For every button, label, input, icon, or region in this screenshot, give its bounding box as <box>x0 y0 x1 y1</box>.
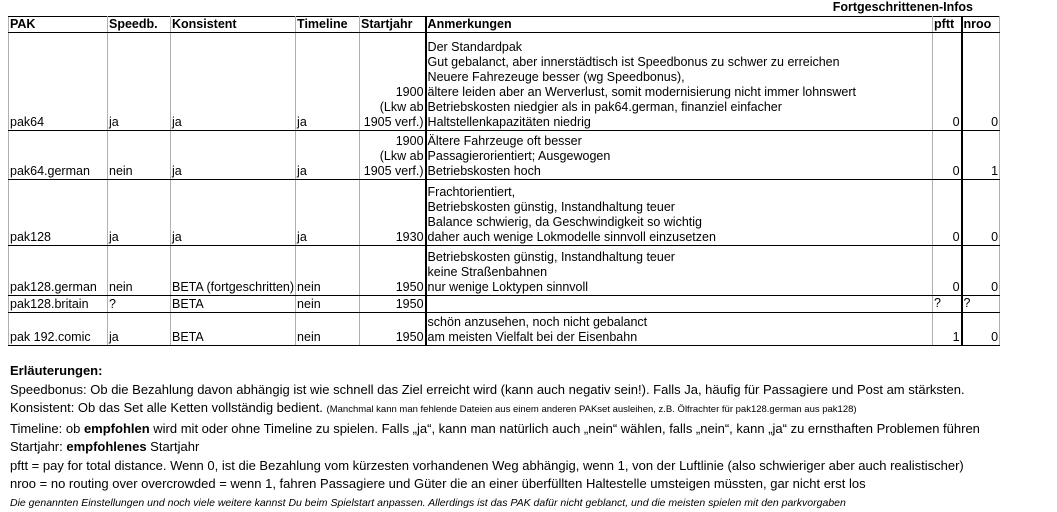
pak-comparison-table <box>8 16 1000 346</box>
explanation-speedbonus: Speedbonus: Ob die Bezahlung davon abhängig ist wie schnell das Ziel erreicht wird (kann auch negativ sein!). Falls Ja, häufig für Passagiere und Post am stärksten. <box>10 381 1055 400</box>
cell-speedb: nein <box>108 131 171 180</box>
cell-pak: pak128 <box>9 180 108 246</box>
cell-pak: pak 192.comic <box>9 313 108 346</box>
cell-pak: pak128.german <box>9 246 108 296</box>
cell-pftt: ? <box>933 296 962 313</box>
note-line: Passagierorientiert; Ausgewogen <box>428 149 932 164</box>
cell-pak: pak128.britain <box>9 296 108 313</box>
cell-timeline: nein <box>296 313 360 346</box>
timeline-text-post: wird mit oder ohne Timeline zu spielen. Falls „ja“, kann man natürlich auch „nein“ wählen, falls „nein“, kann „ja“ zu ernsthaften Problemen führen <box>150 421 980 436</box>
konsistent-note: (Manchmal kann man fehlende Dateien aus einem anderen PAKset ausleihen, z.B. Ölfrachter für pak128.german aus pak128) <box>327 404 857 415</box>
cell-anmerkungen <box>426 246 933 296</box>
note-line: daher auch wenige Lokmodelle sinnvoll einzusetzen <box>428 230 932 245</box>
note-line: schön anzusehen, noch nicht gebalanct <box>428 315 932 330</box>
col-timeline: Timeline <box>296 17 360 33</box>
startjahr-line: 1900 <box>361 85 424 100</box>
header-row <box>9 17 1000 33</box>
cell-startjahr <box>360 33 426 131</box>
col-pftt: pftt <box>933 17 962 33</box>
explanation-konsistent <box>10 399 1055 420</box>
cell-timeline: ja <box>296 180 360 246</box>
col-pak: PAK <box>9 17 108 33</box>
cell-konsistent: BETA <box>171 296 296 313</box>
advanced-info-header: Fortgeschrittenen-Infos <box>813 0 973 14</box>
col-anmerkungen: Anmerkungen <box>426 17 933 33</box>
cell-timeline: nein <box>296 296 360 313</box>
note-line: Haltstellenkapazitäten niedrig <box>428 115 932 130</box>
note-line: Ältere Fahrzeuge oft besser <box>428 134 932 149</box>
cell-startjahr <box>360 296 426 313</box>
note-line: Betriebskosten günstig, Instandhaltung teuer <box>428 200 932 215</box>
explanation-timeline <box>10 420 1055 439</box>
note-line: Frachtorientiert, <box>428 185 932 200</box>
explanation-pftt: pftt = pay for total distance. Wenn 0, ist die Bezahlung vom kürzesten vorhandenen Weg abhängig, wenn 1, von der Luftlinie (also schwieriger aber auch realistischer) <box>10 457 1055 476</box>
note-line: keine Straßenbahnen <box>428 265 932 280</box>
table-row <box>9 33 1000 131</box>
cell-pftt: 0 <box>933 33 962 131</box>
note-line: Der Standardpak <box>428 40 932 55</box>
startjahr-line: 1950 <box>361 280 424 295</box>
table-row <box>9 313 1000 346</box>
cell-pak: pak64 <box>9 33 108 131</box>
startjahr-line: 1950 <box>361 297 424 312</box>
cell-speedb: nein <box>108 246 171 296</box>
cell-speedb: ja <box>108 33 171 131</box>
cell-anmerkungen <box>426 180 933 246</box>
cell-timeline: nein <box>296 246 360 296</box>
col-konsistent: Konsistent <box>171 17 296 33</box>
cell-nroo: 1 <box>962 131 1000 180</box>
cell-speedb: ja <box>108 313 171 346</box>
startjahr-line: 1905 verf.) <box>361 164 424 179</box>
col-startjahr: Startjahr <box>360 17 426 33</box>
timeline-text-bold: empfohlen <box>84 421 150 436</box>
timeline-text-pre: Timeline: ob <box>10 421 84 436</box>
cell-startjahr <box>360 313 426 346</box>
konsistent-text: Konsistent: Ob das Set alle Ketten vollständig bedient. <box>10 400 323 415</box>
cell-speedb: ja <box>108 180 171 246</box>
table-row <box>9 180 1000 246</box>
explanation-startjahr <box>10 438 1055 457</box>
note-line: Betriebskosten günstig, Instandhaltung teuer <box>428 250 932 265</box>
cell-konsistent: BETA (fortgeschritten) <box>171 246 296 296</box>
cell-startjahr <box>360 246 426 296</box>
cell-timeline: ja <box>296 33 360 131</box>
startjahr-line: (Lkw ab <box>361 100 424 115</box>
cell-timeline: ja <box>296 131 360 180</box>
col-speedb: Speedb. <box>108 17 171 33</box>
explanation-nroo: nroo = no routing over overcrowded = wenn 1, fahren Passagiere und Güter die an einer überfüllten Haltestelle umsteigen müssten, gar nicht erst los <box>10 475 1055 494</box>
cell-pftt: 1 <box>933 313 962 346</box>
explanations <box>10 362 1055 512</box>
cell-anmerkungen <box>426 33 933 131</box>
cell-anmerkungen <box>426 131 933 180</box>
note-line: Balance schwierig, da Geschwindigkeit so wichtig <box>428 215 932 230</box>
cell-pak: pak64.german <box>9 131 108 180</box>
cell-konsistent: BETA <box>171 313 296 346</box>
cell-nroo: 0 <box>962 33 1000 131</box>
note-line: am meisten Vielfalt bei der Eisenbahn <box>428 330 932 345</box>
startjahr-line: 1905 verf.) <box>361 115 424 130</box>
col-nroo: nroo <box>962 17 1000 33</box>
cell-nroo: 0 <box>962 180 1000 246</box>
cell-konsistent: ja <box>171 131 296 180</box>
cell-pftt: 0 <box>933 246 962 296</box>
cell-konsistent: ja <box>171 33 296 131</box>
startjahr-line: 1900 <box>361 134 424 149</box>
note-line: nur wenige Loktypen sinnvoll <box>428 280 932 295</box>
table-row <box>9 296 1000 313</box>
table-row <box>9 131 1000 180</box>
startjahr-text-pre: Startjahr: <box>10 439 66 454</box>
cell-startjahr <box>360 180 426 246</box>
startjahr-text-post: Startjahr <box>147 439 200 454</box>
note-line: Betriebskosten niedgier als in pak64.german, finanziel einfacher <box>428 100 932 115</box>
startjahr-line: (Lkw ab <box>361 149 424 164</box>
cell-startjahr <box>360 131 426 180</box>
cell-nroo: ? <box>962 296 1000 313</box>
cell-anmerkungen <box>426 296 933 313</box>
startjahr-line: 1930 <box>361 230 424 245</box>
note-line: Gut gebalanct, aber innerstädtisch ist Speedbonus zu schwer zu erreichen <box>428 55 932 70</box>
startjahr-text-bold: empfohlenes <box>66 439 146 454</box>
cell-anmerkungen <box>426 313 933 346</box>
cell-pftt: 0 <box>933 180 962 246</box>
explanations-title: Erläuterungen: <box>10 362 1055 381</box>
cell-nroo: 0 <box>962 313 1000 346</box>
cell-speedb: ? <box>108 296 171 313</box>
note-line: Neuere Fahrezeuge besser (wg Speedbonus), <box>428 70 932 85</box>
explanation-footer: Die genannten Einstellungen und noch viele weitere kannst Du beim Spielstart anpassen. Allerdings ist das PAK dafür nicht geblanct, und die meisten spielen mit den parkvorgaben <box>10 494 1055 512</box>
cell-pftt: 0 <box>933 131 962 180</box>
note-line: ältere leiden aber an Werverlust, somit modernisierung nicht immer lohnswert <box>428 85 932 100</box>
note-line: Betriebskosten hoch <box>428 164 932 179</box>
table-row <box>9 246 1000 296</box>
cell-nroo: 0 <box>962 246 1000 296</box>
cell-konsistent: ja <box>171 180 296 246</box>
startjahr-line: 1950 <box>361 330 424 345</box>
